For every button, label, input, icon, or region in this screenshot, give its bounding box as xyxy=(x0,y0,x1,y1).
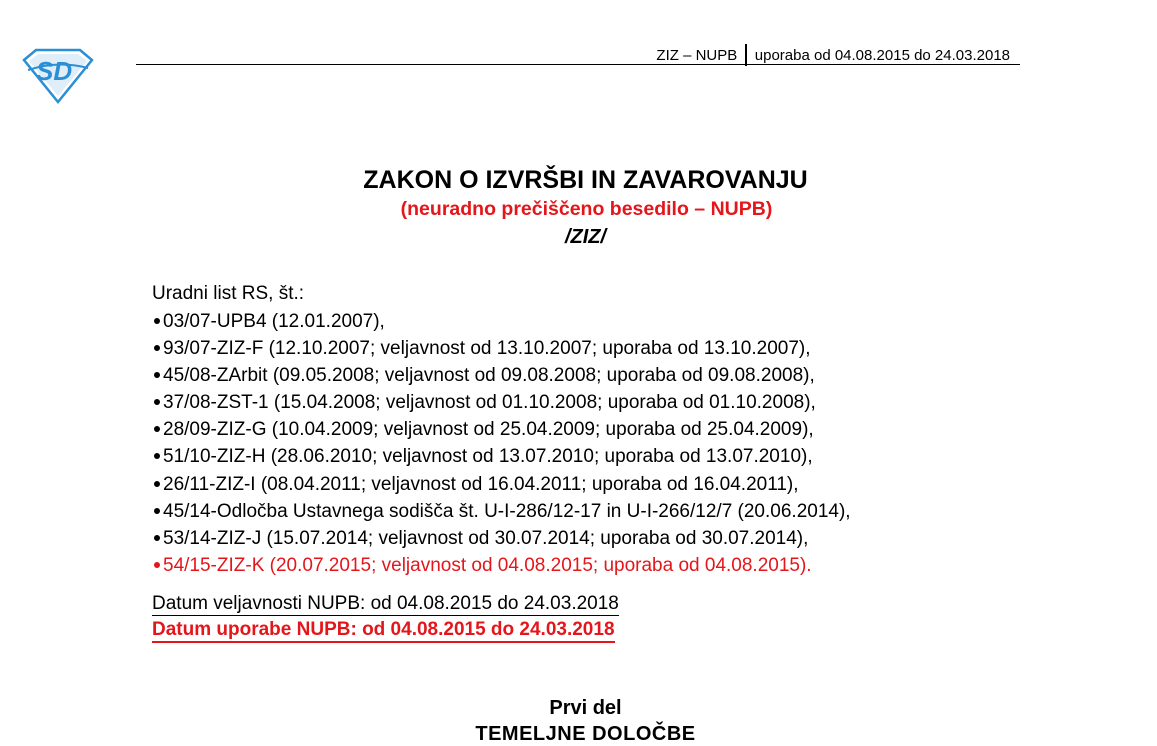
list-item-highlighted xyxy=(152,552,851,579)
gazette-heading: Uradni list RS, št.: xyxy=(152,283,305,304)
application-date: Datum uporabe NUPB: od 04.08.2015 do 24.03.2018 xyxy=(152,619,615,643)
list-item xyxy=(152,308,851,335)
bullet-icon xyxy=(154,453,160,459)
list-item xyxy=(152,525,851,552)
list-item xyxy=(152,471,851,498)
header-law-abbr: ZIZ – NUPB xyxy=(656,47,738,64)
entry-text: 26/11-ZIZ-I (08.04.2011; veljavnost od 16.04.2011; uporaba od 16.04.2011), xyxy=(163,473,799,495)
header-usage-period: uporaba od 04.08.2015 do 24.03.2018 xyxy=(754,47,1010,64)
entry-text: 93/07-ZIZ-F (12.10.2007; veljavnost od 13.10.2007; uporaba od 13.10.2007), xyxy=(163,338,811,360)
list-item xyxy=(152,335,851,362)
header-text xyxy=(656,44,1010,66)
document-subtitle: (neuradno prečiščeno besedilo – NUPB) xyxy=(400,198,773,220)
entry-text: 37/08-ZST-1 (15.04.2008; veljavnost od 01.10.2008; uporaba od 01.10.2008), xyxy=(163,392,816,414)
entry-text: 03/07-UPB4 (12.01.2007), xyxy=(163,311,385,332)
entry-text: 54/15-ZIZ-K (20.07.2015; veljavnost od 04.08.2015; uporaba od 04.08.2015). xyxy=(163,554,812,576)
bullet-icon xyxy=(154,535,160,541)
list-item xyxy=(152,362,851,389)
bullet-icon xyxy=(154,372,160,378)
list-item xyxy=(152,416,851,443)
bullet-icon xyxy=(154,426,160,432)
validity-date: Datum veljavnosti NUPB: od 04.08.2015 do 24.03.2018 xyxy=(152,593,619,614)
page-header xyxy=(136,40,1020,65)
svg-text:SD: SD xyxy=(36,56,73,86)
entry-text: 45/14-Odločba Ustavnega sodišča št. U-I-286/12-17 in U-I-266/12/7 (20.06.2014), xyxy=(163,500,851,522)
list-item xyxy=(152,443,851,470)
entry-text: 51/10-ZIZ-H (28.06.2010; veljavnost od 13.07.2010; uporaba od 13.07.2010), xyxy=(163,446,813,468)
bullet-icon xyxy=(154,345,160,351)
list-item xyxy=(152,389,851,416)
bullet-icon xyxy=(154,508,160,514)
shield-sd-logo-icon xyxy=(22,46,94,104)
list-item xyxy=(152,498,851,525)
bullet-icon xyxy=(154,399,160,405)
header-separator xyxy=(745,44,747,66)
part-title: TEMELJNE DOLOČBE xyxy=(475,723,696,745)
gazette-entries-list xyxy=(152,308,851,579)
entry-text: 45/08-ZArbit (09.05.2008; veljavnost od 09.08.2008; uporaba od 09.08.2008), xyxy=(163,365,815,387)
entry-text: 53/14-ZIZ-J (15.07.2014; veljavnost od 30.07.2014; uporaba od 30.07.2014), xyxy=(163,527,809,549)
entry-text: 28/09-ZIZ-G (10.04.2009; veljavnost od 25.04.2009; uporaba od 25.04.2009), xyxy=(163,419,814,441)
document-abbreviation: /ZIZ/ xyxy=(564,226,607,248)
bullet-icon xyxy=(154,481,160,487)
part-label: Prvi del xyxy=(549,697,622,719)
bullet-icon xyxy=(154,318,160,324)
document-title: ZAKON O IZVRŠBI IN ZAVAROVANJU xyxy=(363,166,808,194)
bullet-icon xyxy=(154,562,160,568)
